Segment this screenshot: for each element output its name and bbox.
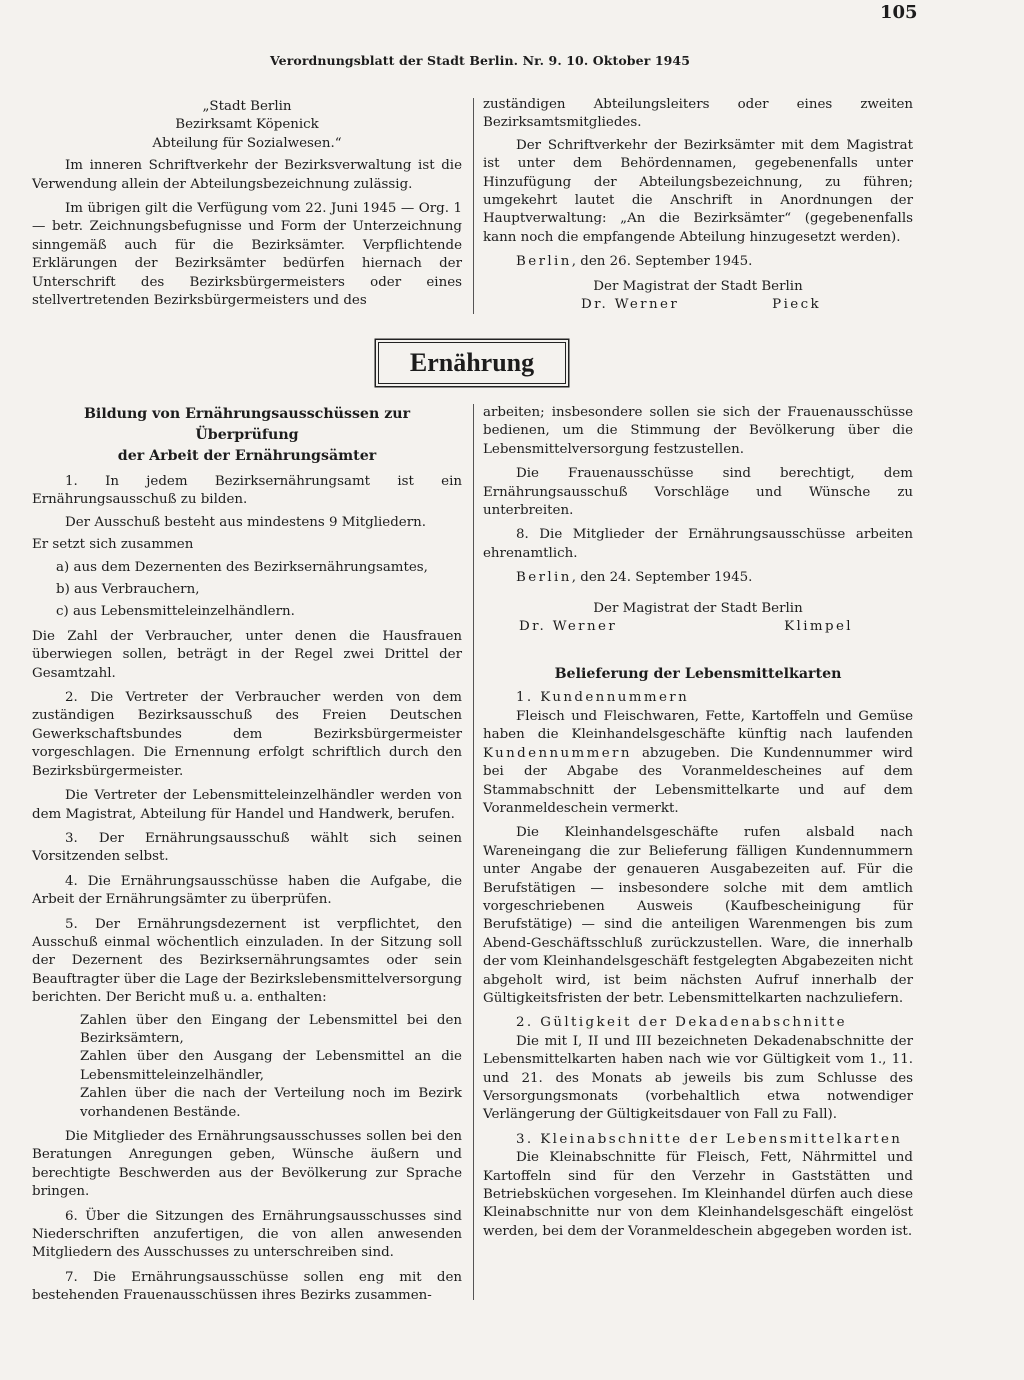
paragraph [483, 708, 913, 818]
paragraph: 3. Der Ernährungsausschuß wählt sich seinen Vorsitzenden selbst. [32, 830, 462, 865]
dateline [483, 253, 913, 271]
page-number: 105 [880, 2, 918, 23]
place: Berlin [516, 254, 572, 270]
text-run: Fleisch und Fleischwaren, Fette, Kartoffeln und Gemüse haben die Kleinhandelsgeschäfte künftig nach laufenden [483, 708, 913, 743]
paragraph: Die Vertreter der Lebensmitteleinzelhändler werden von dem Magistrat, Abteilung für Handel und Handwerk, berufen. [32, 788, 462, 822]
section-title: Ernährung [378, 342, 566, 384]
list-item: b) aus Verbrauchern, [56, 582, 200, 598]
quote-line: „Stadt Berlin [202, 99, 292, 114]
bottom-right-column [483, 404, 913, 1241]
paragraph: Der Schriftverkehr der Bezirksämter mit dem Magistrat ist unter dem Behördennamen, gegebenenfalls unter Hinzufügung der Abteilungsbezeichnung, zu führen; umgekehrt lautet die Anschrift in Anordnungen der Hauptverwaltung: „An die Bezirksämter“ (gegebenenfalls kann noch die empfangende Abteilung hinzugesetzt werden). [483, 137, 913, 245]
article-title: der Arbeit der Ernährungsämter [117, 448, 377, 464]
paragraph: 1. In jedem Bezirksernährungsamt ist ein Ernährungsausschuß zu bilden. [32, 474, 462, 508]
bottom-left-column [32, 404, 462, 1306]
column-rule [473, 98, 474, 314]
paragraph: 5. Der Ernährungsdezernent ist verpflichtet, den Ausschuß einmal wöchentlich einzuladen. In der Sitzung soll der Dezernent des Bezirksernährungsamtes oder sein Beauftragter über die Lage der Bezirkslebensmittelversorgung berichten. Der Bericht muß u. a. enthalten: [32, 916, 462, 1006]
subsection-heading: 1. Kundennummern [516, 690, 690, 706]
running-head: Verordnungsblatt der Stadt Berlin. Nr. 9. 10. Oktober 1945 [270, 53, 691, 68]
signer-left: Dr. Werner [519, 619, 618, 635]
authority: Der Magistrat der Stadt Berlin [593, 600, 803, 616]
paragraph: 6. Über die Sitzungen des Ernährungsausschusses sind Niederschriften anzufertigen, die von allen anwesenden Mitgliedern des Ausschusses zu unterschreiben sind. [32, 1208, 462, 1261]
signatures [483, 618, 913, 636]
signer-right: Klimpel [784, 619, 853, 635]
quote-line: Abteilung für Sozialwesen.“ [152, 135, 342, 151]
place: Berlin [516, 570, 572, 586]
text-run: abzugeben. Die Kundennummer wird bei der Abgabe des Voranmeldescheines auf dem Stammabschnitt der Lebensmittelkarte und auf dem Voranmeldeschein vermerkt. [483, 745, 913, 816]
paragraph: Die Frauenausschüsse sind berechtigt, dem Ernährungsausschuß Vorschläge und Wünsche zu unterbreiten. [483, 466, 913, 519]
signer-right: Pieck [772, 297, 821, 313]
authority: Der Magistrat der Stadt Berlin [593, 278, 803, 294]
paragraph: Im inneren Schriftverkehr der Bezirksverwaltung ist die Verwendung allein der Abteilungsbezeichnung zulässig. [32, 158, 462, 192]
paragraph: Die Zahl der Verbraucher, unter denen die Hausfrauen überwiegen sollen, beträgt in der Regel zwei Drittel der Gesamtzahl. [32, 628, 462, 681]
subsection-heading: 2. Gültigkeit der Dekadenabschnitte [516, 1015, 848, 1031]
paragraph: 7. Die Ernährungsausschüsse sollen eng mit den bestehenden Frauenausschüssen ihres Bezirks zusammen- [32, 1269, 462, 1304]
date: , den 26. September 1945. [571, 254, 753, 270]
list-item: c) aus Lebensmitteleinzelhändlern. [56, 604, 295, 620]
list-item: a) aus dem Dezernenten des Bezirksernährungsamtes, [56, 559, 428, 575]
paragraph: Die Mitglieder des Ernährungsausschusses sollen bei den Beratungen Anregungen geben, Wünsche äußern und berechtigte Beschwerden aus der Bevölkerung zur Sprache bringen. [32, 1129, 462, 1200]
paragraph: arbeiten; insbesondere sollen sie sich der Frauenausschüsse bedienen, um die Stimmung der Bevölkerung über die Lebensmittelversorgung festzustellen. [483, 405, 913, 457]
article-title: Bildung von Ernährungsausschüssen zur Überprüfung [83, 406, 411, 443]
date: , den 24. September 1945. [571, 570, 753, 586]
column-rule [473, 404, 474, 1300]
article-title: Belieferung der Lebensmittelkarten [554, 666, 842, 683]
report-item: Zahlen über die nach der Verteilung noch im Bezirk vorhandenen Bestände. [80, 1086, 462, 1120]
paragraph: Er setzt sich zusammen [32, 537, 194, 553]
signer-left: Dr. Werner [581, 297, 680, 313]
subsection-heading: 3. Kleinabschnitte der Lebensmittelkarten [516, 1131, 903, 1147]
report-item: Zahlen über den Eingang der Lebensmittel bei den Bezirksämtern, [80, 1012, 462, 1046]
signatures [483, 296, 913, 314]
paragraph: 4. Die Ernährungsausschüsse haben die Aufgabe, die Arbeit der Ernährungsämter zu überprüfen. [32, 873, 462, 908]
paragraph: Die mit I, II und III bezeichneten Dekadenabschnitte der Lebensmittelkarten haben nach wie vor Gültigkeit vom 1., 11. und 21. des Monats ab jeweils bis zum Schlusse des Versorgungsmonats (vorbehaltlich etwa notwendiger Verlängerung der Gültigkeitsdauer von Fall zu Fall). [483, 1033, 913, 1123]
report-item: Zahlen über den Ausgang der Lebensmittel an die Lebensmitteleinzelhändler, [80, 1049, 462, 1083]
top-left-column [32, 98, 462, 310]
paragraph: Die Kleinabschnitte für Fleisch, Fett, Nährmittel und Kartoffeln sind für den Verzehr in Gaststätten und Betriebsküchen vorgesehen. Im Kleinhandel dürfen auch diese Kleinabschnitte nur von dem Kleinhandelsgeschäft eingelöst werden, bei dem der Voranmeldeschein abgegeben worden ist. [483, 1150, 913, 1239]
paragraph: Der Ausschuß besteht aus mindestens 9 Mitgliedern. [65, 514, 426, 530]
spaced-term: Kundennummern [483, 745, 632, 761]
dateline [483, 569, 913, 587]
paragraph: 2. Die Vertreter der Verbraucher werden von dem zuständigen Bezirksausschuß des Freien Deutschen Gewerkschaftsbundes dem Bezirksbürgermeister vorgeschlagen. Die Ernennung erfolgt schriftlich durch den Bezirksbürgermeister. [32, 690, 462, 779]
paragraph: zuständigen Abteilungsleiters oder eines zweiten Bezirksamtsmitgliedes. [483, 97, 913, 131]
quote-line: Bezirksamt Köpenick [175, 117, 319, 133]
paragraph: Die Kleinhandelsgeschäfte rufen alsbald nach Wareneingang die zur Belieferung fälligen Kundennummern unter Angabe der genaueren Ausgabezeiten auf. Für die Berufstätigen — insbesondere solche mit dem amtlich vorgeschriebenen Ausweis (Kaufbescheinigung für Berufstätige) — sind die anteiligen Warenmengen bis zum Abend-Geschäftsschluß zurückzustellen. Ware, die innerhalb der vom Kleinhandelsgeschäft festgelegten Abgabezeiten nicht abgeholt wird, ist beim nächsten Aufruf innerhalb der Gültigkeitsfristen der betr. Lebensmittelkarten nachzuliefern. [483, 825, 913, 1006]
paragraph: 8. Die Mitglieder der Ernährungsausschüsse arbeiten ehrenamtlich. [483, 527, 913, 561]
paragraph: Im übrigen gilt die Verfügung vom 22. Juni 1945 — Org. 1 — betr. Zeichnungsbefugnisse und Form der Unterzeichnung sinngemäß auch für die Bezirksämter. Verpflichtende Erklärungen der Bezirksämter bedürfen hiernach der Unterschrift des Bezirksbürgermeisters oder eines stellvertretenden Bezirksbürgermeisters und des [32, 201, 462, 309]
top-right-column [483, 96, 913, 314]
